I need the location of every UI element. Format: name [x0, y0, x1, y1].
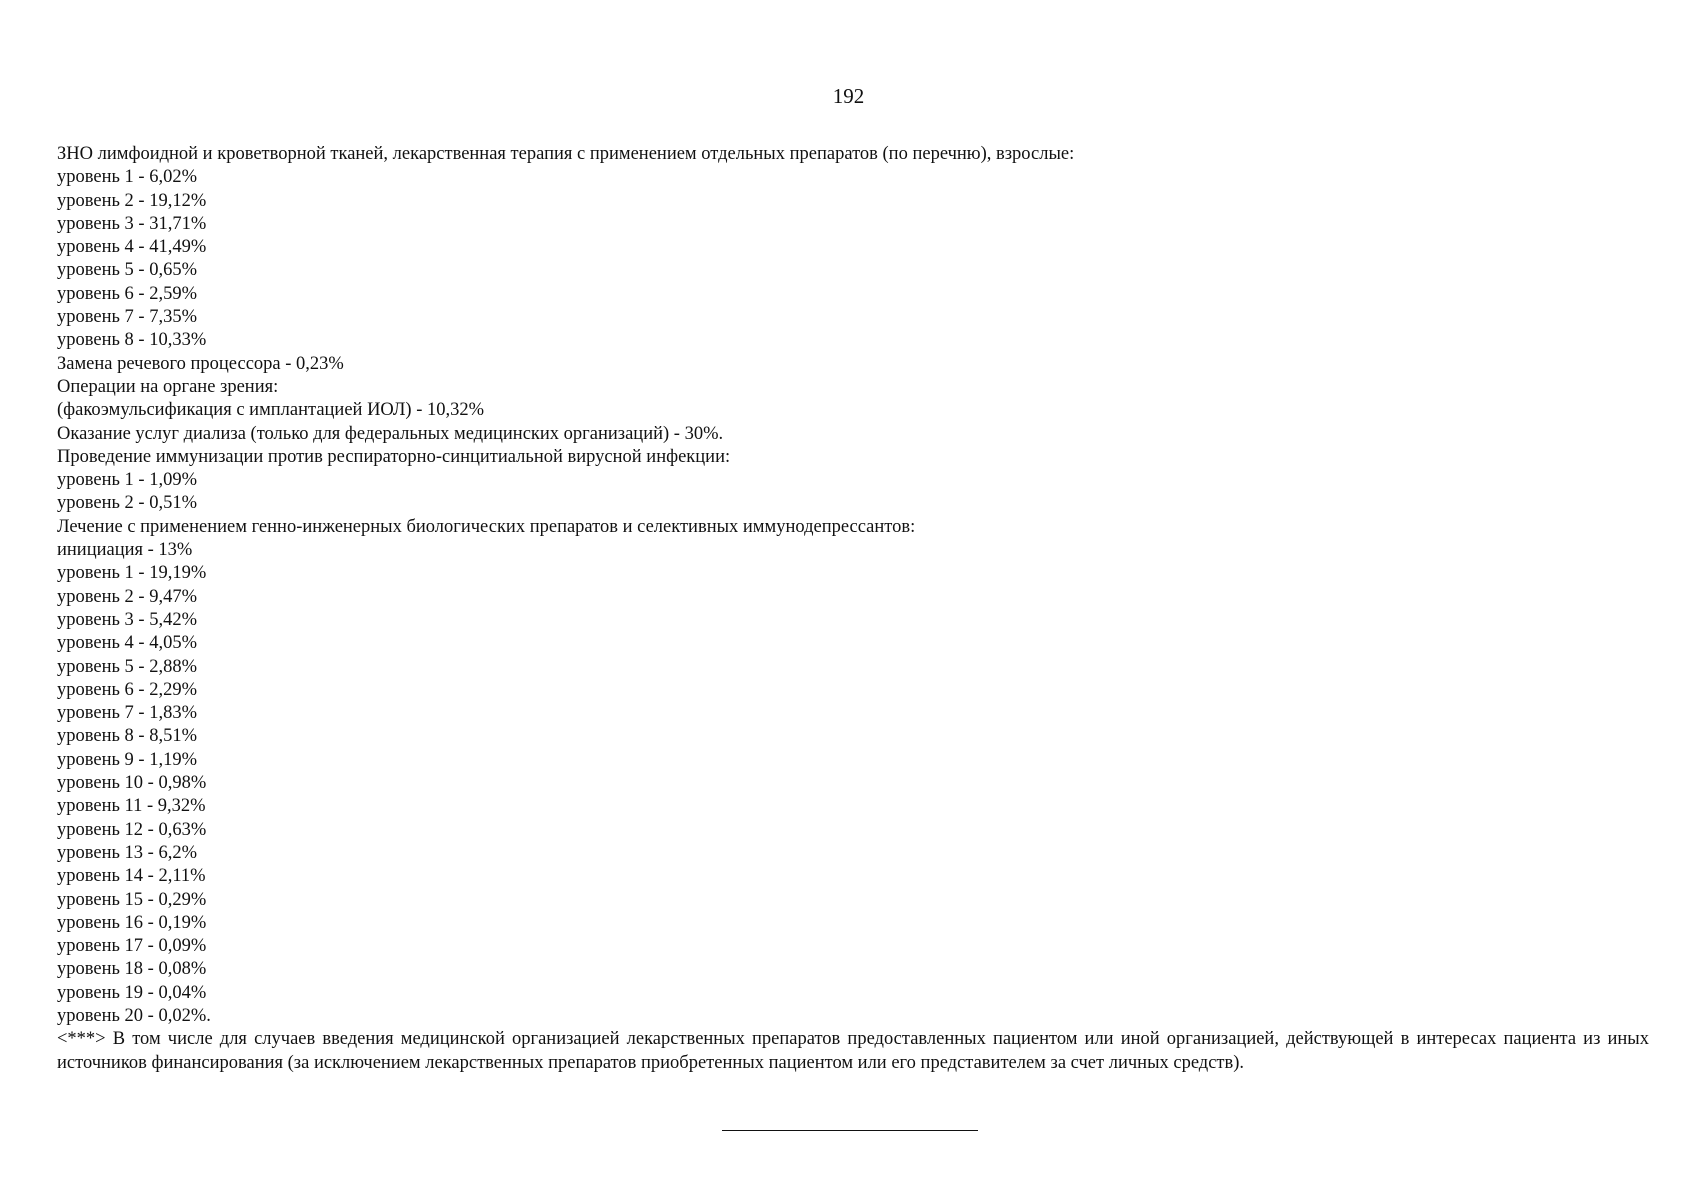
text-line: уровень 9 - 1,19%: [57, 749, 197, 770]
text-line: уровень 12 - 0,63%: [57, 819, 207, 840]
text-line: уровень 15 - 0,29%: [57, 889, 207, 910]
document-body: [57, 143, 1649, 1075]
text-line: уровень 1 - 1,09%: [57, 470, 197, 491]
text-line: уровень 4 - 4,05%: [57, 633, 197, 654]
text-line: Замена речевого процессора - 0,23%: [57, 353, 344, 374]
text-line: уровень 6 - 2,29%: [57, 679, 197, 700]
text-line: Оказание услуг диализа (только для федеральных медицинских организаций) - 30%.: [57, 423, 724, 444]
text-line: уровень 1 - 19,19%: [57, 563, 207, 584]
text-line: уровень 13 - 6,2%: [57, 842, 197, 863]
text-line: уровень 7 - 7,35%: [57, 307, 197, 328]
text-line: уровень 8 - 10,33%: [57, 330, 207, 351]
text-line: уровень 4 - 41,49%: [57, 237, 207, 258]
text-line: Операции на органе зрения:: [57, 376, 279, 397]
text-line: уровень 10 - 0,98%: [57, 773, 207, 794]
text-line: уровень 14 - 2,11%: [57, 866, 206, 887]
text-line: уровень 1 - 6,02%: [57, 167, 197, 188]
text-line: Лечение с применением генно-инженерных биологических препаратов и селективных иммунодепрессантов:: [57, 516, 916, 537]
text-line: уровень 5 - 0,65%: [57, 260, 197, 281]
text-line: (факоэмульсификация с имплантацией ИОЛ) - 10,32%: [57, 400, 485, 421]
text-line: уровень 2 - 0,51%: [57, 493, 197, 514]
text-line: уровень 3 - 31,71%: [57, 213, 207, 234]
text-line: уровень 16 - 0,19%: [57, 912, 207, 933]
text-line: уровень 2 - 9,47%: [57, 586, 197, 607]
footnote-separator-line: [722, 1130, 978, 1131]
text-line: уровень 8 - 8,51%: [57, 726, 197, 747]
text-line: уровень 6 - 2,59%: [57, 283, 197, 304]
text-line: уровень 5 - 2,88%: [57, 656, 197, 677]
text-line: уровень 11 - 9,32%: [57, 796, 206, 817]
text-line: уровень 2 - 19,12%: [57, 190, 207, 211]
footnote: <***> В том числе для случаев введения медицинской организацией лекарственных препаратов предоставленных пациентом или иной организацией, действующей в интересах пациента из иных источников финансирования (за исключением лекарственных препаратов приобретенных пациентом или его представителем за счет личных средств).: [57, 1029, 1649, 1073]
text-line: уровень 20 - 0,02%.: [57, 1005, 211, 1026]
text-line: ЗНО лимфоидной и кроветворной тканей, лекарственная терапия с применением отдельных препаратов (по перечню), взрослые:: [57, 144, 1075, 164]
text-line: уровень 18 - 0,08%: [57, 959, 207, 980]
text-line: инициация - 13%: [57, 540, 193, 561]
text-lines: [57, 143, 1649, 1028]
text-line: уровень 17 - 0,09%: [57, 936, 207, 957]
text-line: уровень 7 - 1,83%: [57, 703, 197, 724]
text-line: уровень 3 - 5,42%: [57, 609, 197, 630]
text-line: Проведение иммунизации против респираторно-синцитиальной вирусной инфекции:: [57, 446, 731, 467]
page-number: 192: [832, 84, 865, 108]
text-line: уровень 19 - 0,04%: [57, 982, 207, 1003]
